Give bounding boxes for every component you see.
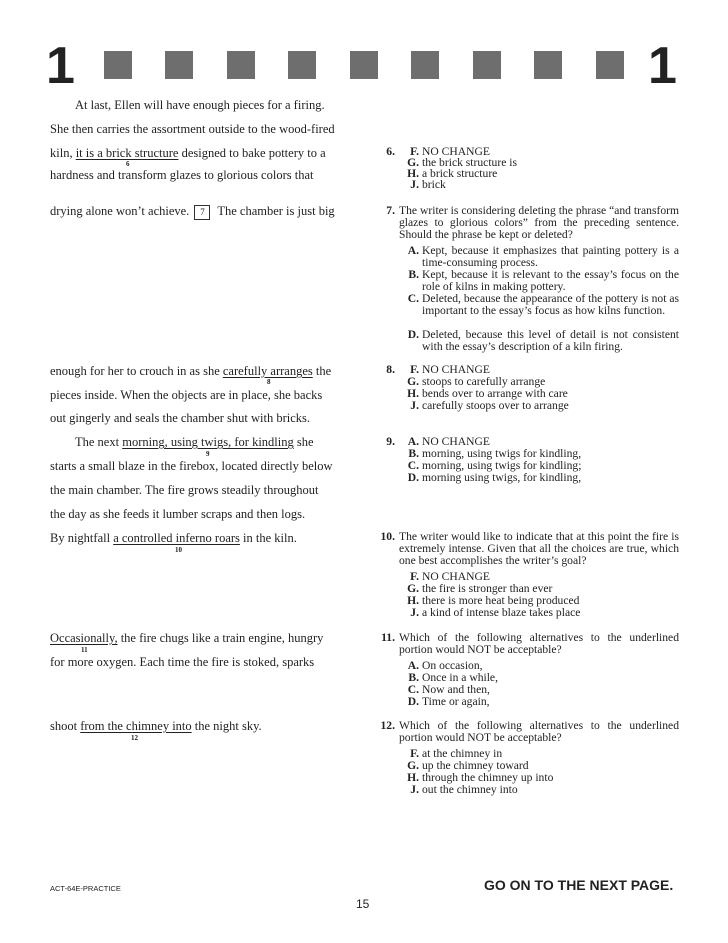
page-number: 15 — [356, 897, 370, 911]
answer-option[interactable]: B. morning, using twigs for kindling, — [408, 447, 582, 460]
form-code: ACT-64E-PRACTICE — [50, 884, 121, 893]
question-number: 7. — [386, 204, 395, 217]
passage-line: enough for her to crouch in as she carefully arranges the — [50, 364, 332, 378]
question-number: 11. — [381, 631, 395, 644]
passage-line: At last, Ellen will have enough pieces for a firing. — [75, 98, 325, 112]
answer-option[interactable]: H. a brick structure — [407, 167, 498, 180]
answer-option[interactable]: F. NO CHANGE — [410, 145, 490, 158]
passage-line: She then carries the assortment outside to the wood-fired — [50, 122, 335, 136]
section-number-left: 1 — [46, 37, 75, 95]
answer-option[interactable]: A. On occasion, — [407, 659, 483, 672]
go-on-notice: GO ON TO THE NEXT PAGE. — [484, 877, 674, 893]
passage-line: drying alone won’t achieve. 7 The chamber is just big — [50, 204, 335, 218]
underlined-portion-12[interactable]: from the chimney into — [80, 719, 192, 733]
underlined-portion-9[interactable]: morning, using twigs, for kindling — [122, 435, 294, 449]
passage-line: the main chamber. The fire grows steadily throughout — [50, 483, 319, 497]
header-square — [473, 51, 501, 79]
passage-line: the day as she feeds it lumber scraps and then logs. — [50, 507, 306, 521]
question-number: 9. — [386, 435, 395, 448]
header-square — [350, 51, 378, 79]
answer-option[interactable]: G. the brick structure is — [407, 156, 517, 169]
question-ref-number: 11 — [81, 646, 88, 654]
answer-option[interactable]: J. carefully stoops over to arrange — [410, 399, 569, 412]
underlined-portion-11[interactable]: Occasionally, — [50, 631, 118, 645]
answer-option[interactable]: B. Once in a while, — [408, 671, 498, 684]
question-ref-number: 12 — [131, 734, 138, 742]
passage-line: hardness and transform glazes to glorious colors that — [50, 168, 314, 182]
header-square — [411, 51, 439, 79]
answer-option[interactable]: H. through the chimney up into — [407, 771, 554, 784]
passage-line: kiln, it is a brick structure designed to bake pottery to a — [50, 146, 326, 160]
question-box-7[interactable]: 7 — [194, 205, 210, 220]
question-ref-number: 8 — [267, 378, 271, 386]
header-square — [227, 51, 255, 79]
underlined-portion-8[interactable]: carefully arranges — [222, 364, 313, 378]
header-square — [596, 51, 624, 79]
answer-option[interactable]: G. stoops to carefully arrange — [407, 375, 546, 388]
passage-line: By nightfall a controlled inferno roars in the kiln. — [50, 531, 297, 545]
answer-option[interactable]: F. NO CHANGE — [410, 363, 490, 376]
question-number: 10. — [380, 530, 395, 543]
passage-line: The next morning, using twigs, for kindling she — [75, 435, 314, 449]
section-number-right: 1 — [648, 37, 677, 95]
question-ref-number: 10 — [175, 546, 182, 554]
passage-line: starts a small blaze in the firebox, located directly below — [50, 459, 333, 473]
answer-option[interactable]: H. there is more heat being produced — [407, 594, 580, 607]
answer-option[interactable]: G. the fire is stronger than ever — [407, 582, 553, 595]
answer-option[interactable]: D. Time or again, — [407, 695, 490, 708]
answer-option[interactable]: J. brick — [410, 178, 446, 191]
header-square — [104, 51, 132, 79]
answer-option[interactable]: C. Now and then, — [407, 683, 490, 696]
question-ref-number: 9 — [206, 450, 210, 458]
passage-line: out gingerly and seals the chamber shut with bricks. — [50, 411, 311, 425]
passage-line: Occasionally, the fire chugs like a train engine, hungry — [50, 631, 324, 645]
answer-option[interactable]: G. up the chimney toward — [407, 759, 529, 772]
question-number: 8. — [386, 363, 395, 376]
header-square — [288, 51, 316, 79]
passage-line: pieces inside. When the objects are in place, she backs — [50, 388, 323, 402]
question-stem: The writer would like to indicate that at this point the fire is extremely intense. Given that all the choices are true, which one best accomplishes the writer’s goal? — [399, 530, 679, 567]
question-ref-number: 6 — [126, 160, 130, 168]
answer-option[interactable]: J. a kind of intense blaze takes place — [410, 606, 581, 619]
passage-line: shoot from the chimney into the night sky. — [50, 719, 262, 733]
header-square — [165, 51, 193, 79]
passage-line: for more oxygen. Each time the fire is stoked, sparks — [50, 655, 315, 669]
answer-option[interactable]: J. out the chimney into — [410, 783, 518, 796]
header-square — [534, 51, 562, 79]
question-stem: The writer is considering deleting the phrase “and transform glazes to glorious colors” from the preceding sentence. Should the phrase be kept or deleted? — [399, 204, 679, 241]
answer-option[interactable]: F. at the chimney in — [410, 747, 503, 760]
underlined-portion-6[interactable]: it is a brick structure — [75, 146, 179, 160]
answer-option[interactable]: A. NO CHANGE — [407, 435, 490, 448]
question-stem: Which of the following alternatives to the underlined portion would NOT be acceptable? — [399, 631, 679, 656]
answer-option[interactable]: C. morning, using twigs for kindling; — [407, 459, 582, 472]
underlined-portion-10[interactable]: a controlled inferno roars — [113, 531, 240, 545]
question-number: 6. — [386, 145, 395, 158]
answer-option[interactable]: F. NO CHANGE — [410, 570, 490, 583]
answer-option[interactable]: H. bends over to arrange with care — [407, 387, 568, 400]
question-stem: Which of the following alternatives to the underlined portion would NOT be acceptable? — [399, 719, 679, 744]
question-number: 12. — [380, 719, 395, 732]
answer-option[interactable]: D. morning using twigs, for kindling, — [407, 471, 582, 484]
